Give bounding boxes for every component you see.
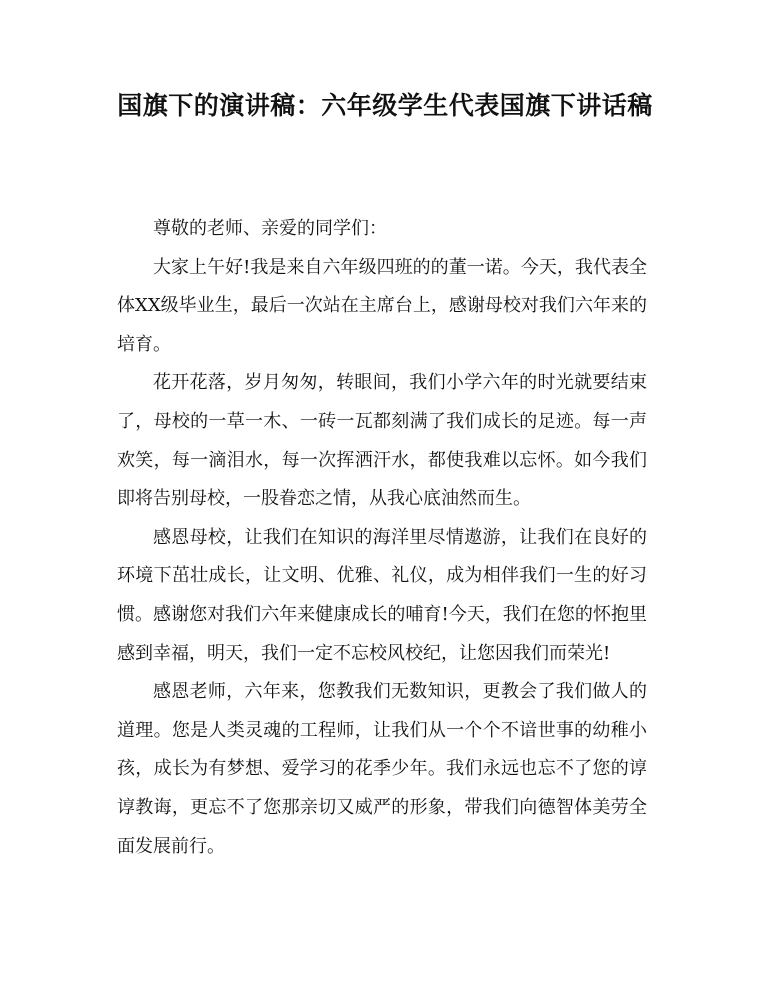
paragraph-memories: 花开花落，岁月匆匆，转眼间，我们小学六年的时光就要结束了，母校的一草一木、一砖一瓦都刻满了我们成长的足迹。每一声欢笑，每一滴泪水，每一次挥洒汗水，都使我难以忘怀。如今我们即将告别母校，一股眷恋之情，从我心底油然而生。 <box>117 372 647 510</box>
document-title: 国旗下的演讲稿：六年级学生代表国旗下讲话稿 <box>117 91 653 120</box>
paragraph-greeting: 大家上午好!我是来自六年级四班的的董一诺。今天，我代表全体XX级毕业生，最后一次站在主席台上，感谢母校对我们六年来的培育。 <box>117 256 647 355</box>
paragraph-thanks-school: 感恩母校，让我们在知识的海洋里尽情遨游，让我们在良好的环境下茁壮成长，让文明、优雅、礼仪，成为相伴我们一生的好习惯。感谢您对我们六年来健康成长的哺育!今天，我们在您的怀抱里感到幸福，明天，我们一定不忘校风校纪，让您因我们而荣光! <box>117 526 647 664</box>
paragraph-thanks-teachers: 感恩老师，六年来，您教我们无数知识，更教会了我们做人的道理。您是人类灵魂的工程师，让我们从一个个不谙世事的幼稚小孩，成长为有梦想、爱学习的花季少年。我们永远也忘不了您的谆谆教诲，更忘不了您那亲切又威严的形象，带我们向德智体美劳全面发展前行。 <box>117 681 647 857</box>
salutation: 尊敬的老师、亲爱的同学们： <box>153 218 387 239</box>
document-body <box>117 210 647 866</box>
